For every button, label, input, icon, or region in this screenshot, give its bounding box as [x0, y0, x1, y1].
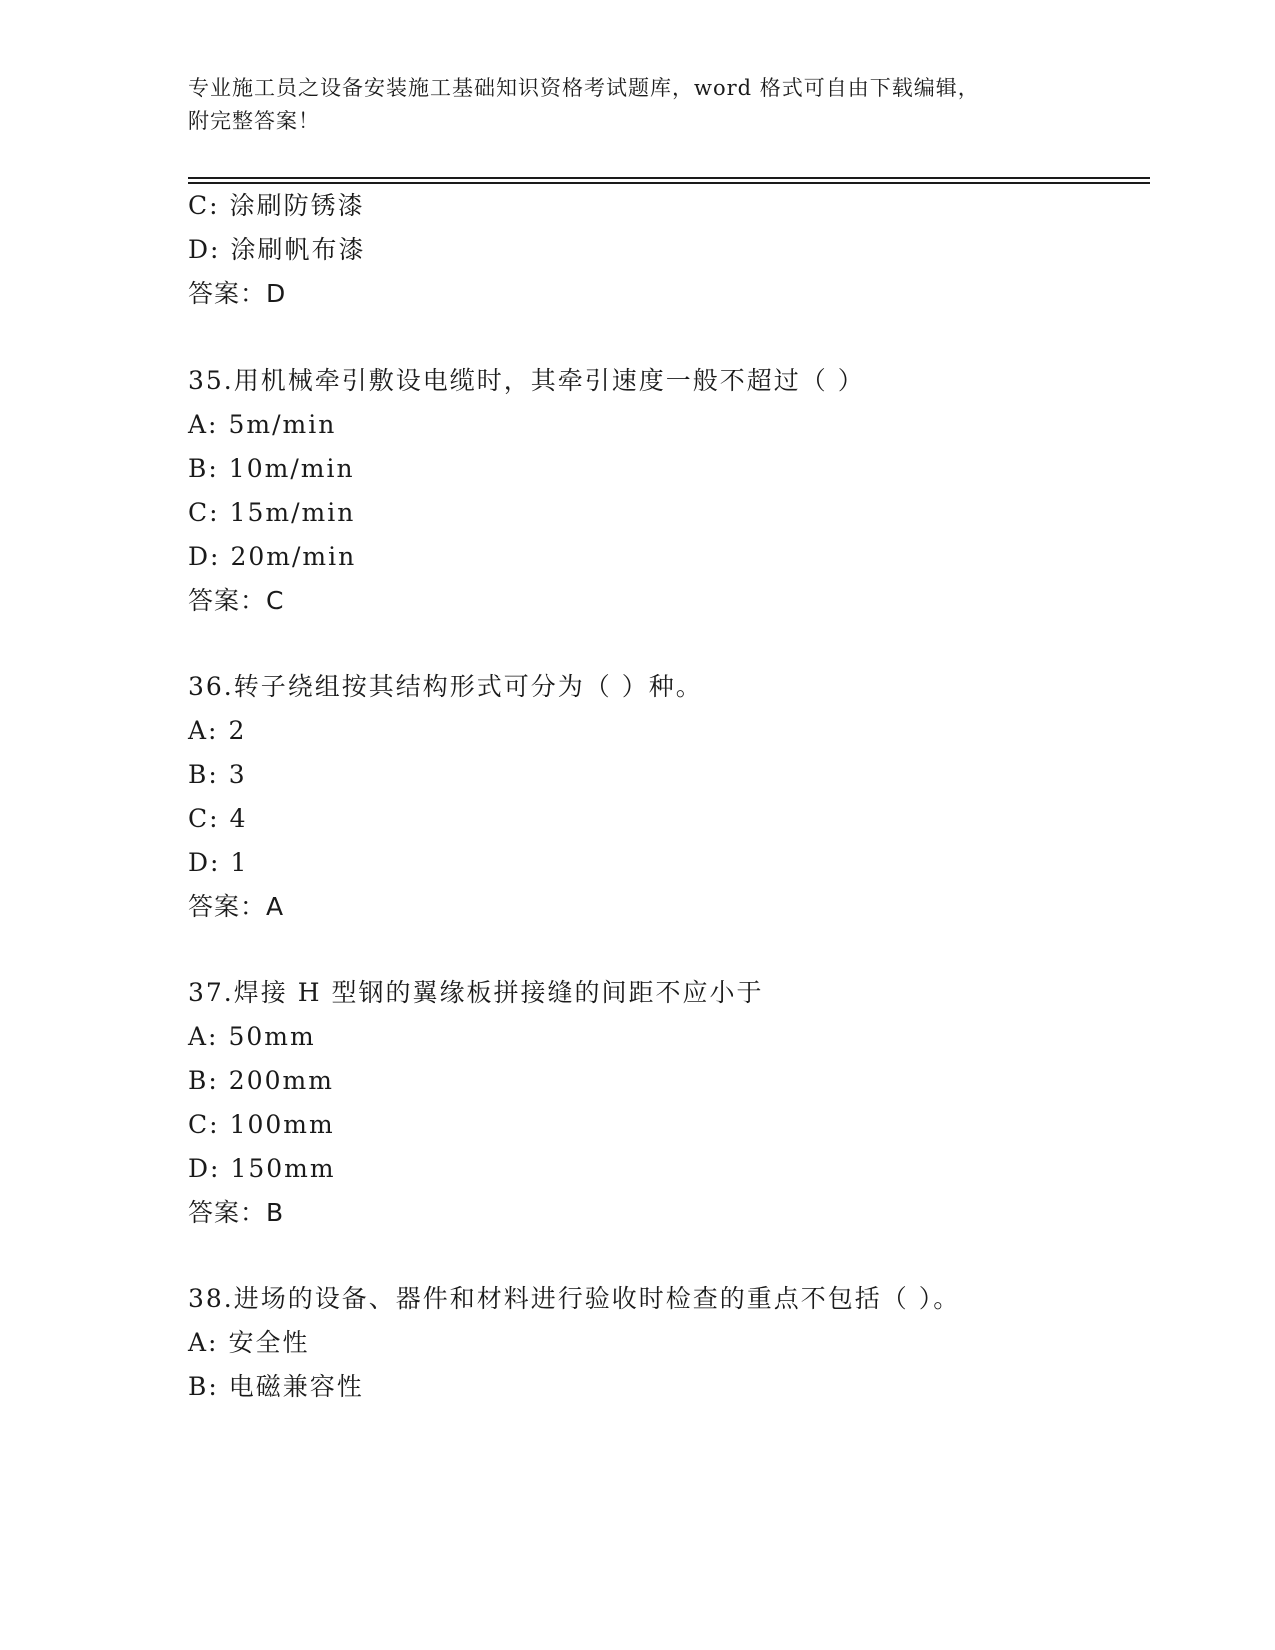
header-divider-bottom — [188, 182, 1150, 184]
header-line-2: 附完整答案！ — [188, 109, 320, 133]
option-d: D: 1 — [188, 848, 249, 877]
option-c: C: 4 — [188, 804, 248, 833]
option-d: D: 150mm — [188, 1154, 336, 1183]
answer-line: 答案：B — [188, 1198, 285, 1227]
option-c: C: 15m/min — [188, 498, 356, 527]
header-line-1: 专业施工员之设备安装施工基础知识资格考试题库，word 格式可自由下载编辑， — [188, 76, 980, 100]
option-b: B: 200mm — [188, 1066, 334, 1095]
option-b: B: 10m/min — [188, 454, 355, 483]
option-a: A: 安全性 — [188, 1328, 310, 1357]
question-stem: 35.用机械牵引敷设电缆时，其牵引速度一般不超过（ ） — [188, 366, 865, 395]
option-c: C: 100mm — [188, 1110, 335, 1139]
option-d: D: 20m/min — [188, 542, 357, 571]
answer-line: 答案：D — [188, 279, 287, 308]
document-header — [188, 72, 1088, 138]
option-a: A: 2 — [188, 716, 247, 745]
question-stem: 36.转子绕组按其结构形式可分为（ ）种。 — [188, 672, 703, 701]
question-stem: 37.焊接 H 型钢的翼缘板拼接缝的间距不应小于 — [188, 978, 764, 1007]
option-b: B: 3 — [188, 760, 247, 789]
option-b: B: 电磁兼容性 — [188, 1372, 364, 1401]
question-stem: 38.进场的设备、器件和材料进行验收时检查的重点不包括（ ）。 — [188, 1284, 961, 1313]
answer-line: 答案：C — [188, 586, 285, 615]
option-a: A: 5m/min — [188, 410, 337, 439]
option-a: A: 50mm — [188, 1022, 316, 1051]
option-d: D: 涂刷帆布漆 — [188, 235, 366, 264]
answer-line: 答案：A — [188, 892, 285, 921]
header-divider-top — [188, 177, 1150, 179]
option-c: C: 涂刷防锈漆 — [188, 191, 365, 220]
